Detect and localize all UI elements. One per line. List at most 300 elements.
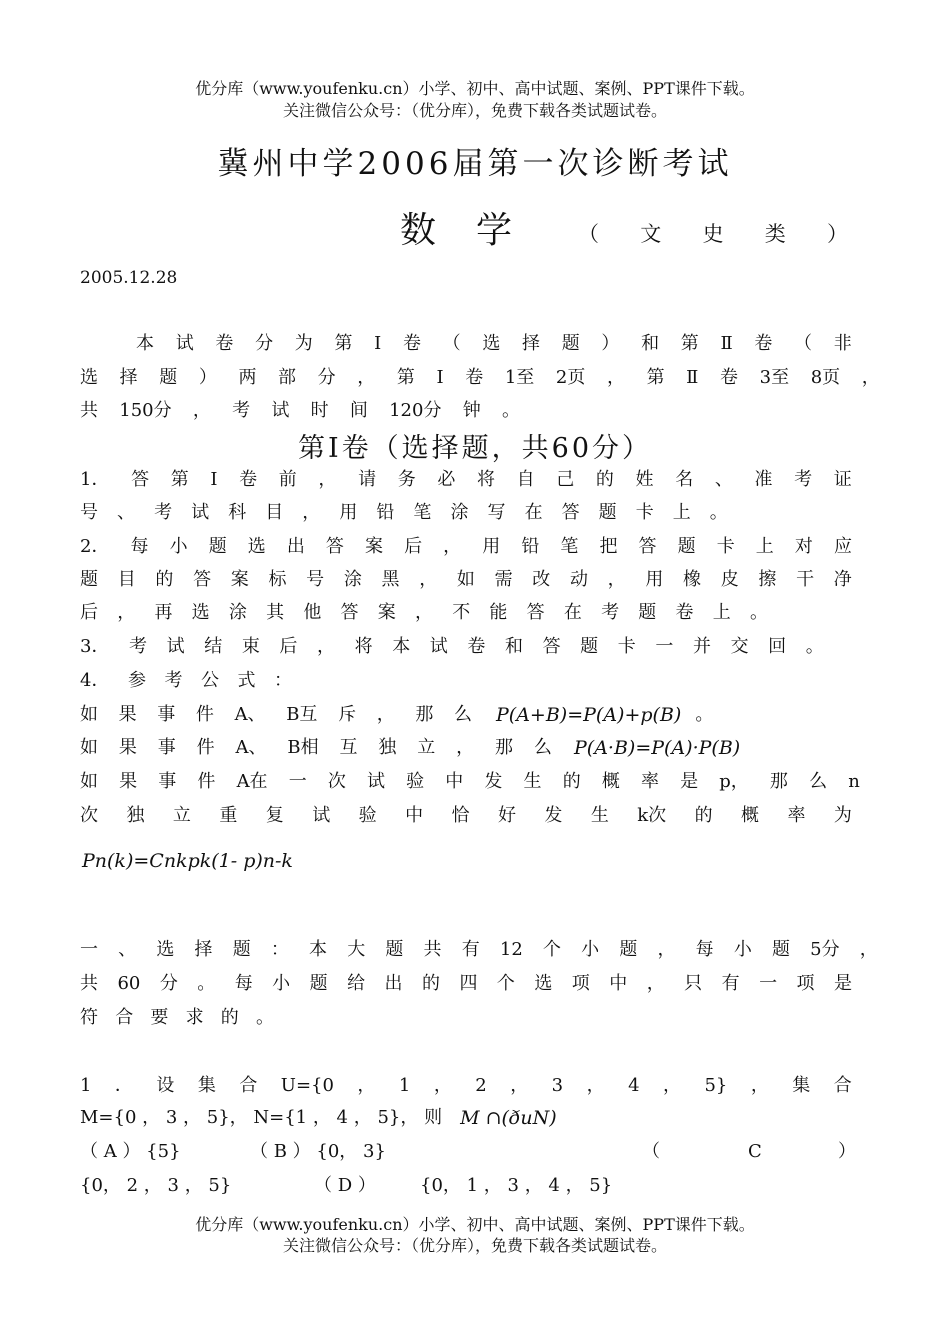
text-token: 选 [482,333,501,354]
text-token: 涂 [343,569,362,590]
text-token: 必 [437,469,456,490]
option-c-close: ） [838,1141,856,1162]
text-token: ， [861,367,880,388]
text-token: 一 [288,771,307,792]
option-a[interactable]: （ A ） {5} [80,1141,181,1162]
section-title: 第Ⅰ卷（选择题，共60分） [297,433,653,464]
text-token: 如 [80,737,98,758]
text-token: ， [586,1075,605,1096]
text-token: 科 [228,502,247,523]
text-token: 1 [398,1075,411,1096]
formula-line-3 [80,768,860,796]
text-token: 类 [764,222,786,246]
text-token: 试 [271,400,290,421]
text-token: 案 [365,536,383,557]
text-token: 将 [476,469,495,490]
text-token: 用 [645,569,664,590]
text-token: 第 [646,367,665,388]
header-line-2: 关注微信公众号：（优分库），免费下载各类试题试卷。 [282,101,667,120]
text-token: 试 [175,333,194,354]
text-token: 发 [484,771,503,792]
text-token: ， [357,367,376,388]
text-token: Ⅰ [436,367,444,388]
text-token: 概 [741,805,760,826]
text-token: 每 [695,939,714,960]
text-token: ， [662,1075,681,1096]
text-token: 分 [317,367,336,388]
text-token: 独 [378,737,397,758]
text-token: 和 [504,636,523,657]
text-token: 卡 [716,536,735,557]
text-token: ： [270,939,289,960]
text-token: 笔 [413,502,432,523]
instruction-1a [80,466,852,494]
text-token: Ⅱ [686,367,699,388]
text-token: 为 [294,333,313,354]
text-token: 黑 [381,569,400,590]
question-1-options-1 [80,1138,880,1166]
text-token: 果 [119,771,138,792]
text-token: ， [414,602,433,623]
text-token: 用 [482,536,501,557]
text-token: 题 [309,973,328,994]
formula-multiplication: P(A·B)=P(A)·P(B) [574,737,741,759]
text-token: 回 [768,636,787,657]
text-token: 一 [655,636,674,657]
text-token: 题 [80,569,98,590]
text-token: 出 [384,973,403,994]
text-token: 的 [595,469,614,490]
page-title: 冀州中学2006届第一次诊断考试 [217,146,733,182]
text-token: 动 [569,569,588,590]
text-token: 试 [166,636,185,657]
header-line-1: 优分库（www.youfenku.cn）小学、初中、高中试题、案例、PPT课件下载。 [195,79,755,98]
text-token: 后 [279,636,298,657]
text-token: 1 [80,1075,92,1096]
text-token: U={0 [280,1075,334,1096]
text-token: 本 [309,939,328,960]
text-token: 的 [694,805,713,826]
text-token: 考 [601,602,620,623]
text-token: 120分 [389,400,442,421]
text-token: 试 [191,502,210,523]
text-token: ， [317,636,336,657]
text-token: 每 [234,973,253,994]
text-token: 中 [445,771,464,792]
text-token: 再 [154,602,173,623]
text-token: B相 [287,737,319,758]
text-token: 生 [523,771,542,792]
text-token: 择 [194,939,213,960]
text-token: 验 [406,771,425,792]
instruction-1b [80,499,728,527]
formula-line-2 [80,734,880,762]
text-token: 次 [327,771,346,792]
text-token: （ [794,333,813,354]
text-token: 如 [456,569,475,590]
text-token: 题 [580,636,599,657]
text-token: 选 [534,973,553,994]
text-token: 在 [524,502,543,523]
text-token: 案 [377,602,396,623]
text-token: 4． [80,670,110,691]
text-token: 重 [219,805,238,826]
option-d[interactable]: （ D ） [314,1175,376,1196]
text-token: 两 [238,367,257,388]
text-token: 答 [193,569,212,590]
text-token: 把 [599,536,618,557]
text-token: 本 [136,333,154,354]
text-token: 第 [396,367,415,388]
text-token: 他 [303,602,322,623]
text-token: 。 [501,400,520,421]
text-token: 其 [266,602,285,623]
text-token: 个 [496,973,515,994]
text-token: 、 [117,502,136,523]
text-token: 合 [239,1075,258,1096]
text-token: 案 [230,569,249,590]
instruction-4 [80,667,292,695]
text-token: 2 [475,1075,487,1096]
text-token: 考 [794,469,813,490]
text-token: 生 [590,805,609,826]
text-token: 3 [551,1075,564,1096]
text-token: 题 [619,939,638,960]
question-1-options-2 [80,1172,880,1200]
text-token: 合 [833,1075,852,1096]
text-token: 姓 [635,469,654,490]
text-token: 立 [172,805,191,826]
text-token: 择 [119,367,138,388]
text-token: 束 [241,636,260,657]
text-token: 本 [392,636,411,657]
text-token: 好 [497,805,516,826]
text-token: （ [578,222,599,246]
text-token: 题 [208,536,227,557]
text-token: 率 [640,771,659,792]
intro-line-1 [136,330,852,358]
footer-line-1: 优分库（www.youfenku.cn）小学、初中、高中试题、案例、PPT课件下载。 [195,1215,755,1234]
text-token: 号 [306,569,325,590]
text-token: ， [657,939,676,960]
text-token: 是 [680,771,699,792]
subject-title [400,202,552,253]
text-token: 和 [641,333,660,354]
exam-date: 2005.12.28 [80,268,178,288]
text-token: 集 [197,1075,216,1096]
text-token: ， [419,569,438,590]
text-token: 答 [131,469,150,490]
text-token: 个 [542,939,561,960]
text-token: 上 [755,536,774,557]
text-token: 皮 [720,569,739,590]
text-token: 卡 [617,636,636,657]
text-token: 试 [429,636,448,657]
text-token: 题 [232,939,251,960]
text-token: 给 [347,973,366,994]
text-token: 择 [522,333,540,354]
text-token: 8页 [810,367,841,388]
part1-line-1 [80,936,878,964]
text-token: ： [273,670,292,691]
formula-addition: P(A+B)=P(A)+p(B) [496,704,682,726]
text-token: 式 [237,670,256,691]
question-1-sets: M={0 ， 3 ， 5}， N={1 ， 4 ， 5}， 则 [80,1107,443,1128]
text-token: 时 [310,400,329,421]
option-c-label[interactable]: C [748,1141,762,1162]
text-token: 对 [794,536,813,557]
text-token: A、 [235,737,267,758]
text-token: 符 [80,1007,98,1028]
text-token: 答 [325,536,344,557]
text-token: 事 [157,704,176,725]
text-token: 写 [487,502,506,523]
text-token: 卷 [754,333,773,354]
text-token: 如 [80,704,98,725]
part1-line-3 [80,1004,274,1032]
text-token: ， [646,973,665,994]
text-token: 大 [347,939,366,960]
text-token: 中 [405,805,424,826]
text-token: 后 [404,536,423,557]
text-token: 。 [709,502,728,523]
text-token: 参 [127,670,146,691]
text-token: 150分 [119,400,172,421]
text-token: 涂 [228,602,247,623]
text-token: 项 [571,973,590,994]
text-token: 干 [796,569,815,590]
text-token: k次 [637,805,667,826]
text-token: 共 [80,973,98,994]
text-token: 的 [421,973,440,994]
text-token: ， [607,569,626,590]
text-token: n [848,771,860,792]
text-token: 考 [164,670,183,691]
text-token: 题 [638,602,657,623]
text-token: 非 [833,333,852,354]
text-token: 上 [712,602,731,623]
intro-line-2 [80,364,880,392]
text-token: 答 [561,502,580,523]
text-token: 事 [157,737,176,758]
question-1-line-1 [80,1072,852,1100]
text-token: 求 [185,1007,204,1028]
text-token: Ⅱ [720,333,733,354]
text-token: Ⅰ [210,469,218,490]
instruction-2b [80,566,852,594]
text-token: 部 [278,367,297,388]
text-token: 前 [278,469,297,490]
text-token: 自 [516,469,535,490]
text-token: 概 [601,771,620,792]
instruction-2c [80,599,768,627]
text-token: ， [433,1075,452,1096]
text-token: 第 [170,469,189,490]
text-token: 那 [494,737,513,758]
text-token: 小 [169,536,188,557]
text-token: 的 [220,1007,239,1028]
option-d-value[interactable]: {0， 1 ， 3 ， 4 ， 5} [420,1175,613,1196]
option-c-open: （ [642,1141,660,1162]
text-token: 那 [769,771,788,792]
text-token: 合 [115,1007,134,1028]
text-token: 题 [159,367,178,388]
text-token: 不 [452,602,471,623]
text-token: 试 [366,771,385,792]
text-token: ， [302,502,321,523]
text-token: 立 [417,737,436,758]
text-token: ） [198,367,217,388]
text-token: ， [376,704,395,725]
text-token: ， [456,737,475,758]
question-1-line-2 [80,1104,880,1132]
text-token: 一 [80,939,98,960]
text-token: ， [192,400,211,421]
text-token: A、 [234,704,266,725]
text-token: 果 [118,737,137,758]
text-token: 件 [196,737,215,758]
text-token: 2页 [555,367,586,388]
text-token: 5分 [810,939,840,960]
text-token: 第 [334,333,353,354]
text-token: 果 [118,704,137,725]
footer-line-2: 关注微信公众号：（优分库），免费下载各类试题试卷。 [282,1236,667,1255]
text-token: 小 [733,939,752,960]
text-token: 四 [459,973,478,994]
text-token: 分 [159,973,178,994]
text-token: 、 [118,939,137,960]
text-token: 请 [358,469,377,490]
text-token: 率 [787,805,806,826]
text-token: 答 [526,602,545,623]
text-token: 净 [833,569,852,590]
text-token: 卷 [402,333,421,354]
text-token: 交 [730,636,749,657]
text-token: 的 [562,771,581,792]
text-token: 是 [833,973,852,994]
text-token: ， [357,1075,376,1096]
text-token: 么 [809,771,828,792]
formula-line-1 [80,701,880,729]
text-token: 。 [749,602,768,623]
text-token: 发 [544,805,563,826]
text-token: 钟 [462,400,481,421]
text-token: 、 [714,469,733,490]
text-token: 标 [268,569,287,590]
text-token: 铅 [376,502,395,523]
text-token: 。 [255,1007,274,1028]
text-token: 准 [754,469,773,490]
text-token: 己 [556,469,575,490]
text-token: ， [318,469,337,490]
text-token: ， [859,939,878,960]
text-token: 题 [385,939,404,960]
text-token: 2． [80,536,110,557]
instruction-3 [80,633,824,661]
text-token: （ [442,333,461,354]
text-token: 件 [195,704,214,725]
text-token: 间 [349,400,368,421]
text-token: 号 [80,502,98,523]
text-token: 擦 [758,569,777,590]
text-token: 如 [80,771,98,792]
text-token: ， [750,1075,769,1096]
text-token: 题 [561,333,580,354]
text-token: ． [114,1075,133,1096]
text-token: 项 [796,973,815,994]
text-token: 卷 [215,333,234,354]
text-token: 在 [563,602,582,623]
option-c-value[interactable]: {0， 2 ， 3 ， 5} [80,1175,232,1196]
text-token: 斥 [338,704,357,725]
text-token: p， [719,771,749,792]
text-token: 件 [197,771,216,792]
text-token: ， [117,602,136,623]
text-token: ） [827,222,848,246]
text-token: 选 [191,602,210,623]
text-token: 次 [80,805,98,826]
text-token: 用 [339,502,358,523]
text-token: 事 [158,771,177,792]
text-token: 卡 [635,502,654,523]
text-token: 选 [156,939,175,960]
text-token: A在 [236,771,268,792]
text-token: 60 [117,973,141,994]
text-token: ， [606,367,625,388]
formula-line-1-end: 。 [695,704,714,725]
text-token: 出 [286,536,305,557]
text-token: 么 [533,737,552,758]
text-token: ， [443,536,462,557]
text-token: 。 [197,973,216,994]
text-token: 12 [499,939,523,960]
text-token: 题 [677,536,696,557]
text-token: 么 [454,704,472,725]
text-token: 选 [247,536,266,557]
text-token: 卷 [465,367,484,388]
text-token: 3至 [759,367,790,388]
intro-line-3 [80,397,520,425]
text-token: 共 [80,400,98,421]
text-token: 只 [684,973,703,994]
text-token: 小 [272,973,291,994]
text-token: 目 [265,502,284,523]
text-token: 上 [672,502,691,523]
text-token: 设 [156,1075,175,1096]
text-token: Ⅰ [374,333,382,354]
text-token: 一 [759,973,778,994]
formula-binomial-text: Pn(k)=Cnkpk(1- p)n-k [82,850,293,872]
text-token: 并 [692,636,711,657]
question-1-expression: M ∩(ðuN) [460,1107,557,1129]
text-token: 选 [80,367,98,388]
text-token: 考 [129,636,148,657]
text-token: 1． [80,469,110,490]
text-token: 将 [354,636,373,657]
formula-binomial [82,850,293,872]
text-token: ， [510,1075,529,1096]
text-token: 橡 [683,569,701,590]
text-token: 共 [423,939,442,960]
text-token: 答 [340,602,359,623]
formula-line-4 [80,802,852,830]
text-token: 互 [339,737,358,758]
text-token: ） [601,333,620,354]
text-token: B互 [286,704,318,725]
text-token: 。 [805,636,824,657]
text-token: 1至 [504,367,535,388]
option-b[interactable]: （ B ） {0， 3} [250,1141,386,1162]
